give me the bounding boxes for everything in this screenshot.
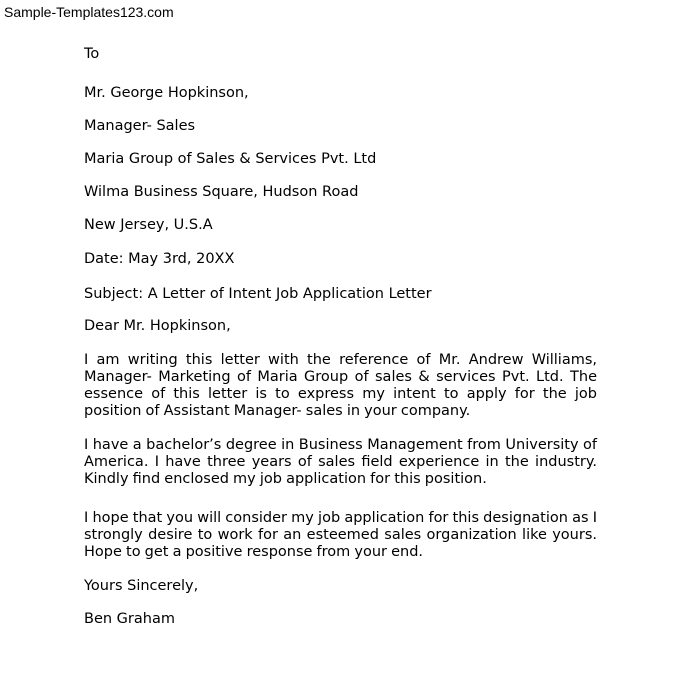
company-name: Maria Group of Sales & Services Pvt. Ltd	[84, 151, 377, 167]
letter-subject: Subject: A Letter of Intent Job Application Letter	[84, 286, 432, 302]
signature-name: Ben Graham	[84, 611, 175, 627]
paragraph-reference: I am writing this letter with the reference of Mr. Andrew Williams, Manager- Marketing of Maria Group of sales & services Pvt. Ltd. The essence of this letter is to express my intent to apply for the job position of Assistant Manager- sales in your company.	[84, 352, 597, 419]
city-country: New Jersey, U.S.A	[84, 217, 213, 233]
closing: Yours Sincerely,	[84, 578, 199, 594]
paragraph-qualifications: I have a bachelor’s degree in Business Management from University of America. I have three years of sales field experience in the industry. Kindly find enclosed my job application for this position.	[84, 437, 597, 487]
site-watermark: Sample-Templates123.com	[4, 4, 174, 20]
salutation: Dear Mr. Hopkinson,	[84, 318, 231, 334]
recipient-name: Mr. George Hopkinson,	[84, 85, 249, 101]
letter-date: Date: May 3rd, 20XX	[84, 251, 235, 267]
address-line: Wilma Business Square, Hudson Road	[84, 184, 359, 200]
paragraph-closing-request: I hope that you will consider my job application for this designation as I strongly desire to work for an esteemed sales organization like yours. Hope to get a positive response from your end.	[84, 510, 597, 560]
to-line: To	[84, 46, 100, 62]
recipient-title: Manager- Sales	[84, 118, 196, 134]
